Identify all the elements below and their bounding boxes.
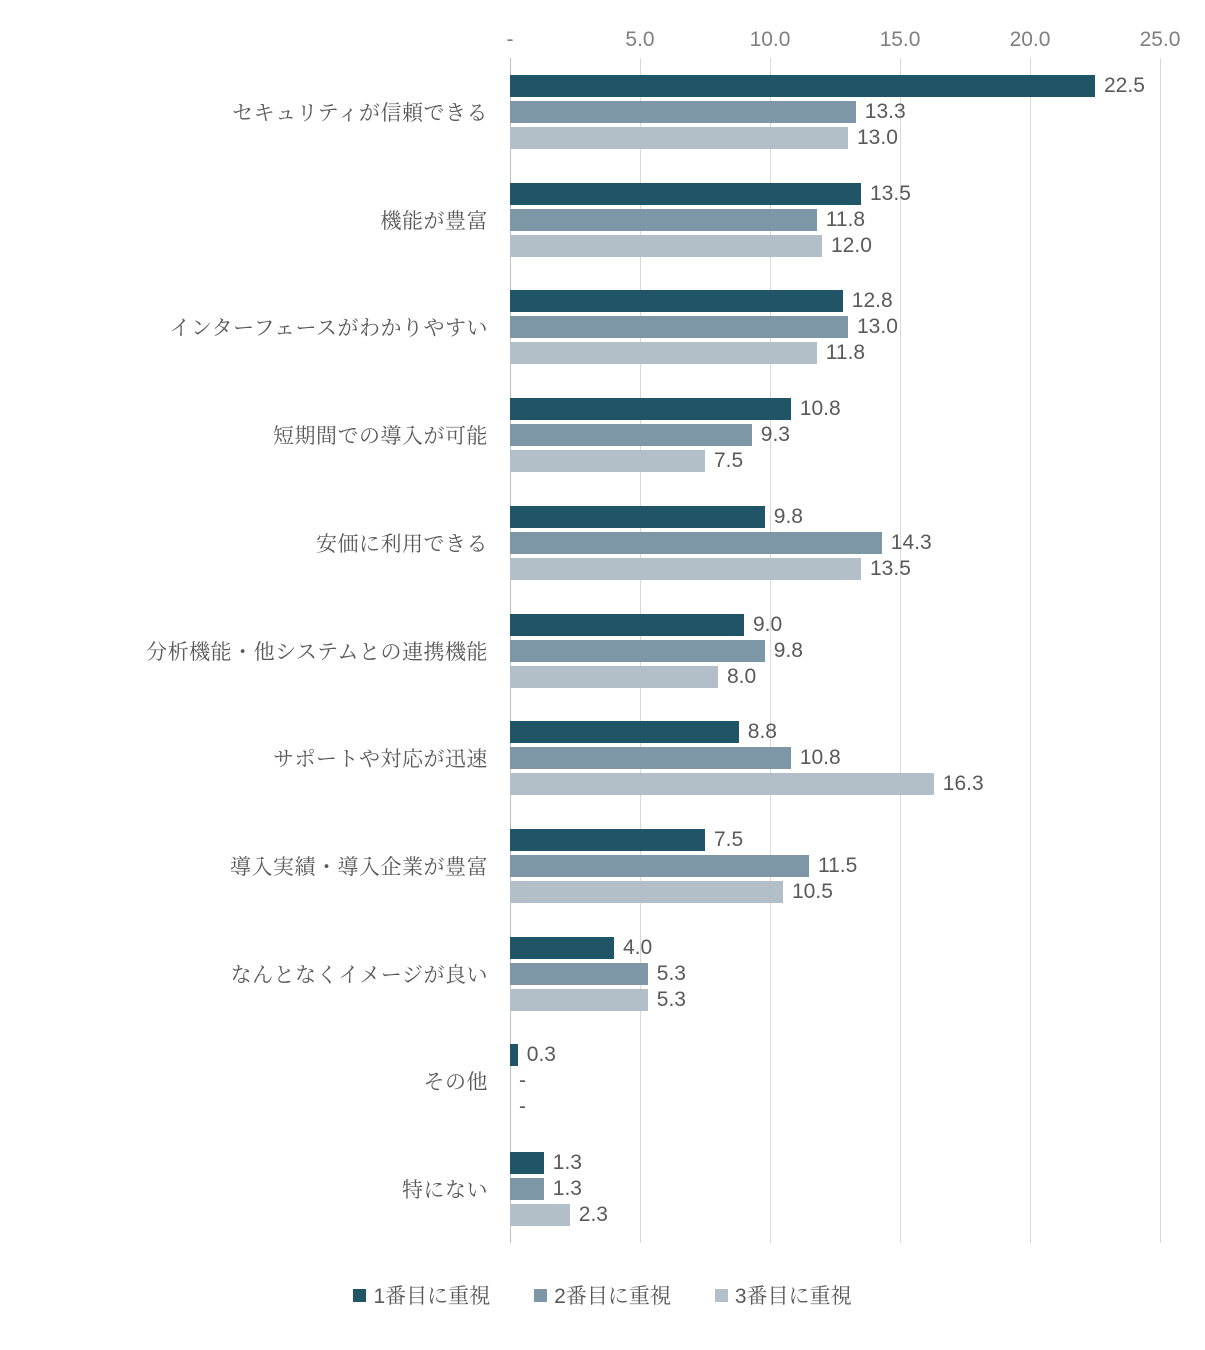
x-axis-tick-label: 25.0	[1139, 28, 1181, 51]
bar	[510, 398, 791, 420]
bar-value-label: 9.8	[773, 504, 803, 528]
bar	[510, 101, 856, 123]
bar-value-label: 16.3	[942, 772, 984, 796]
bar-value-label: 13.0	[857, 125, 898, 149]
category-label: 分析機能・他システムとの連携機能	[146, 640, 488, 664]
category-label: セキュリティが信頼できる	[232, 101, 488, 125]
legend-item	[534, 1280, 671, 1310]
bar-value-label: 11.8	[825, 341, 866, 365]
legend-label: 3番目に重視	[734, 1285, 852, 1308]
legend-label: 2番目に重視	[554, 1285, 671, 1308]
category-label: 機能が豊富	[380, 209, 488, 233]
x-axis-tick-label: 5.0	[625, 28, 655, 51]
legend-swatch-icon	[353, 1289, 366, 1302]
bar-value-label: 2.3	[578, 1203, 608, 1227]
category-label: インターフェースがわかりやすい	[169, 317, 488, 341]
bar	[510, 989, 648, 1011]
bar	[510, 316, 848, 338]
bar	[510, 773, 934, 795]
category-label: 安価に利用できる	[316, 532, 488, 556]
bar-value-label: 12.8	[851, 289, 893, 313]
bar	[510, 1204, 570, 1226]
bar-value-label: -	[519, 1095, 526, 1119]
bar-value-label: 9.3	[760, 423, 790, 447]
bar-value-label: 14.3	[890, 530, 932, 554]
bar-value-label: 13.5	[870, 556, 911, 580]
bar-value-label: -	[519, 1069, 526, 1093]
bar	[510, 342, 817, 364]
bar	[510, 666, 718, 688]
bar	[510, 1044, 518, 1066]
gridline	[1160, 58, 1161, 1243]
category-label: 特にない	[402, 1179, 488, 1203]
bar	[510, 1178, 544, 1200]
bar-value-label: 13.3	[864, 99, 906, 123]
bar-value-label: 9.8	[773, 638, 803, 662]
bar-value-label: 12.0	[831, 233, 872, 257]
bar-value-label: 8.8	[747, 720, 777, 744]
bar	[510, 747, 791, 769]
legend-swatch-icon	[534, 1289, 547, 1302]
legend-item	[353, 1280, 490, 1310]
bar	[510, 506, 765, 528]
bar-value-label: 13.0	[857, 315, 898, 339]
x-axis-tick-label: 10.0	[749, 28, 791, 51]
legend-swatch-icon	[715, 1289, 728, 1302]
bar-value-label: 10.5	[792, 879, 833, 903]
bar	[510, 614, 744, 636]
bar	[510, 558, 861, 580]
bar-value-label: 1.3	[552, 1151, 582, 1175]
bar-value-label: 10.8	[799, 746, 841, 770]
bar	[510, 209, 817, 231]
bar	[510, 721, 739, 743]
category-label: 短期間での導入が可能	[273, 425, 488, 449]
bar-value-label: 5.3	[656, 987, 686, 1011]
category-label: なんとなくイメージが良い	[230, 963, 488, 987]
bar-value-label: 11.8	[825, 207, 866, 231]
x-axis-tick-labels	[0, 0, 1205, 58]
bar-series-container	[510, 58, 1160, 1243]
bar-value-label: 0.3	[526, 1043, 556, 1067]
category-label: 導入実績・導入企業が豊富	[230, 855, 488, 879]
x-axis-tick-label: 15.0	[879, 28, 921, 51]
bar-value-label: 4.0	[623, 935, 653, 959]
legend-item	[715, 1280, 852, 1310]
bar	[510, 855, 809, 877]
bar	[510, 450, 705, 472]
bar	[510, 532, 882, 554]
legend-label: 1番目に重視	[373, 1285, 491, 1308]
x-axis-tick-label: 20.0	[1009, 28, 1051, 51]
bar	[510, 640, 765, 662]
bar-value-label: 7.5	[714, 449, 744, 473]
bar-value-label: 7.5	[714, 827, 744, 851]
bar-value-label: 8.0	[727, 664, 757, 688]
bar-value-label: 5.3	[656, 961, 686, 985]
bar-value-label: 22.5	[1104, 73, 1145, 97]
bar	[510, 963, 648, 985]
bar	[510, 235, 822, 257]
x-axis-tick-label: -	[506, 28, 514, 51]
bar-value-label: 11.5	[818, 853, 858, 877]
bar-value-label: 10.8	[799, 397, 841, 421]
bar	[510, 424, 752, 446]
bar-value-label: 1.3	[552, 1177, 582, 1201]
bar-value-label: 13.5	[870, 181, 911, 205]
chart-legend	[0, 1280, 1205, 1310]
bar	[510, 183, 861, 205]
category-label: サポートや対応が迅速	[273, 748, 488, 772]
bar	[510, 75, 1095, 97]
bar	[510, 1152, 544, 1174]
plot-area	[510, 58, 1160, 1243]
bar	[510, 290, 843, 312]
category-label: その他	[423, 1071, 488, 1095]
bar-value-label: 9.0	[753, 612, 783, 636]
bar	[510, 127, 848, 149]
bar	[510, 881, 783, 903]
bar	[510, 937, 614, 959]
bar	[510, 829, 705, 851]
category-axis-labels	[0, 58, 500, 1243]
